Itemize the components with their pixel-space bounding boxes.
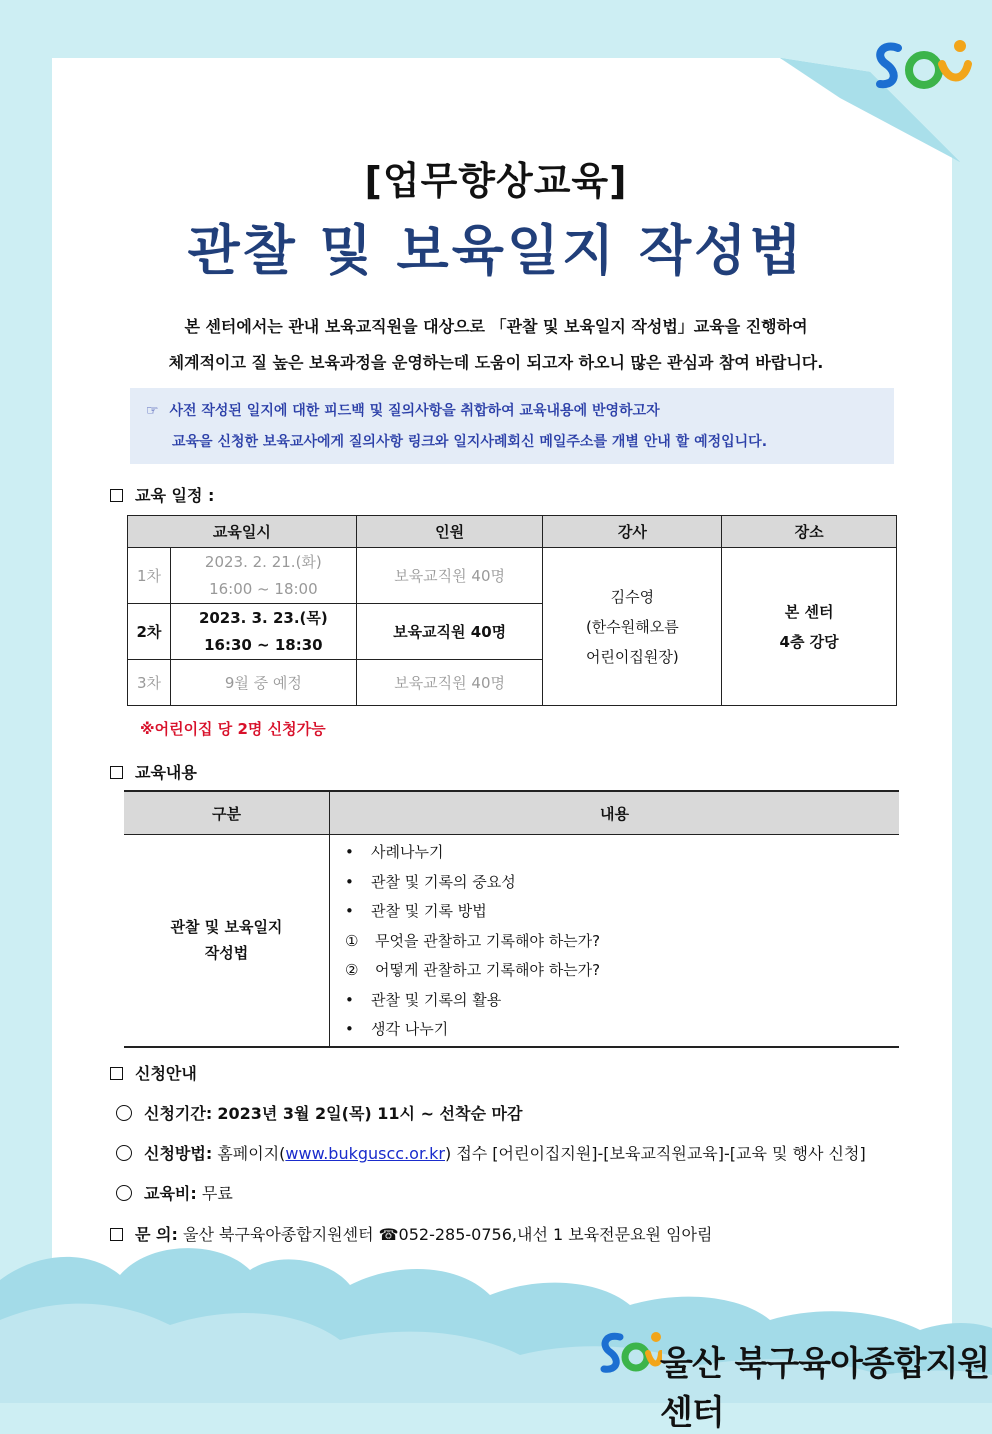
checkbox-square-icon [110, 489, 123, 502]
center-logo-icon [868, 34, 974, 104]
people-cell: 보육교직원 40명 [356, 548, 543, 604]
apply-section-title: 신청안내 [110, 1061, 197, 1084]
list-item: • 생각 나누기 [345, 1020, 449, 1038]
place-cell: 본 센터 4층 강당 [722, 548, 897, 706]
header-place: 장소 [722, 516, 897, 548]
content-list [331, 836, 898, 1045]
checkbox-square-icon [110, 1228, 123, 1241]
content-section-title: 교육내용 [110, 760, 197, 783]
header-content: 내용 [330, 791, 900, 835]
round-cell: 3차 [128, 660, 171, 706]
list-item: • 사례나누기 [345, 843, 444, 861]
header-date: 교육일시 [128, 516, 357, 548]
checkbox-square-icon [110, 766, 123, 779]
apply-method: 신청방법: 홈페이지(www.bukguscc.or.kr) 접수 [어린이집지원]-[보육교직원교육]-[교육 및 행사 신청] [116, 1141, 866, 1164]
intro-line-1: 본 센터에서는 관내 보육교직원을 대상으로 「관찰 및 보육일지 작성법」교육을 진행하여 [184, 317, 808, 336]
header-category: 구분 [124, 791, 330, 835]
intro-line-2: 체계적이고 질 높은 보육과정을 운영하는데 도움이 되고자 하오니 많은 관심과 참여 바랍니다. [168, 353, 824, 372]
header-people: 인원 [356, 516, 543, 548]
notice-line-2: 교육을 신청한 보육교사에게 질의사항 링크와 일지사례회신 메일주소를 개별 안내 할 예정입니다. [172, 434, 768, 450]
list-item: • 관찰 및 기록의 중요성 [345, 872, 516, 891]
notice-box [130, 388, 894, 464]
round-cell: 2차 [128, 604, 171, 660]
org-name: 울산 북구육아종합지원센터 [660, 1344, 990, 1433]
list-item: ② 어떻게 관찰하고 기록해야 하는가? [345, 961, 601, 979]
content-cell [330, 835, 900, 1047]
homepage-link[interactable]: www.bukguscc.or.kr [285, 1144, 445, 1163]
circle-bullet-icon [116, 1105, 132, 1121]
list-item: • 관찰 및 기록의 활용 [345, 990, 502, 1009]
date-cell: 9월 중 예정 [170, 660, 356, 706]
schedule-table [127, 515, 897, 706]
people-cell: 보육교직원 40명 [356, 604, 543, 660]
circle-bullet-icon [116, 1145, 132, 1161]
header-instructor: 강사 [543, 516, 722, 548]
checkbox-square-icon [110, 1067, 123, 1080]
category-cell: 관찰 및 보육일지 작성법 [124, 835, 330, 1047]
org-logo-icon [598, 1327, 662, 1383]
schedule-section-title: 교육 일정 : [110, 483, 214, 506]
pointing-hand-icon: ☞ [146, 403, 159, 419]
date-cell: 2023. 3. 23.(목) 16:30 ~ 18:30 [170, 604, 356, 660]
table-row [128, 548, 897, 604]
list-item: • 관찰 및 기록 방법 [345, 902, 487, 920]
notice-text-1: 사전 작성된 일지에 대한 피드백 및 질의사항을 취합하여 교육내용에 반영하고자 [169, 403, 660, 419]
apply-period: 신청기간: 2023년 3월 2일(목) 11시 ~ 선착순 마감 [116, 1101, 522, 1124]
people-cell: 보육교직원 40명 [356, 660, 543, 706]
apply-fee: 교육비: 무료 [116, 1181, 233, 1204]
date-cell: 2023. 2. 21.(화) 16:00 ~ 18:00 [170, 548, 356, 604]
subtitle: [업무향상교육] [364, 159, 628, 203]
schedule-note: ※어린이집 당 2명 신청가능 [140, 720, 326, 738]
page-title: 관찰 및 보육일지 작성법 [187, 219, 805, 282]
round-cell: 1차 [128, 548, 171, 604]
list-item: ① 무엇을 관찰하고 기록해야 하는가? [345, 931, 601, 950]
notice-line-1 [146, 400, 660, 420]
instructor-cell: 김수영 (한수원해오름 어린이집원장) [543, 548, 722, 706]
circle-bullet-icon [116, 1185, 132, 1201]
content-table [124, 790, 899, 1048]
contact-info: 문 의: 울산 북구육아종합지원센터 ☎052-285-0756,내선 1 보육전문요원 임아림 [110, 1222, 712, 1245]
